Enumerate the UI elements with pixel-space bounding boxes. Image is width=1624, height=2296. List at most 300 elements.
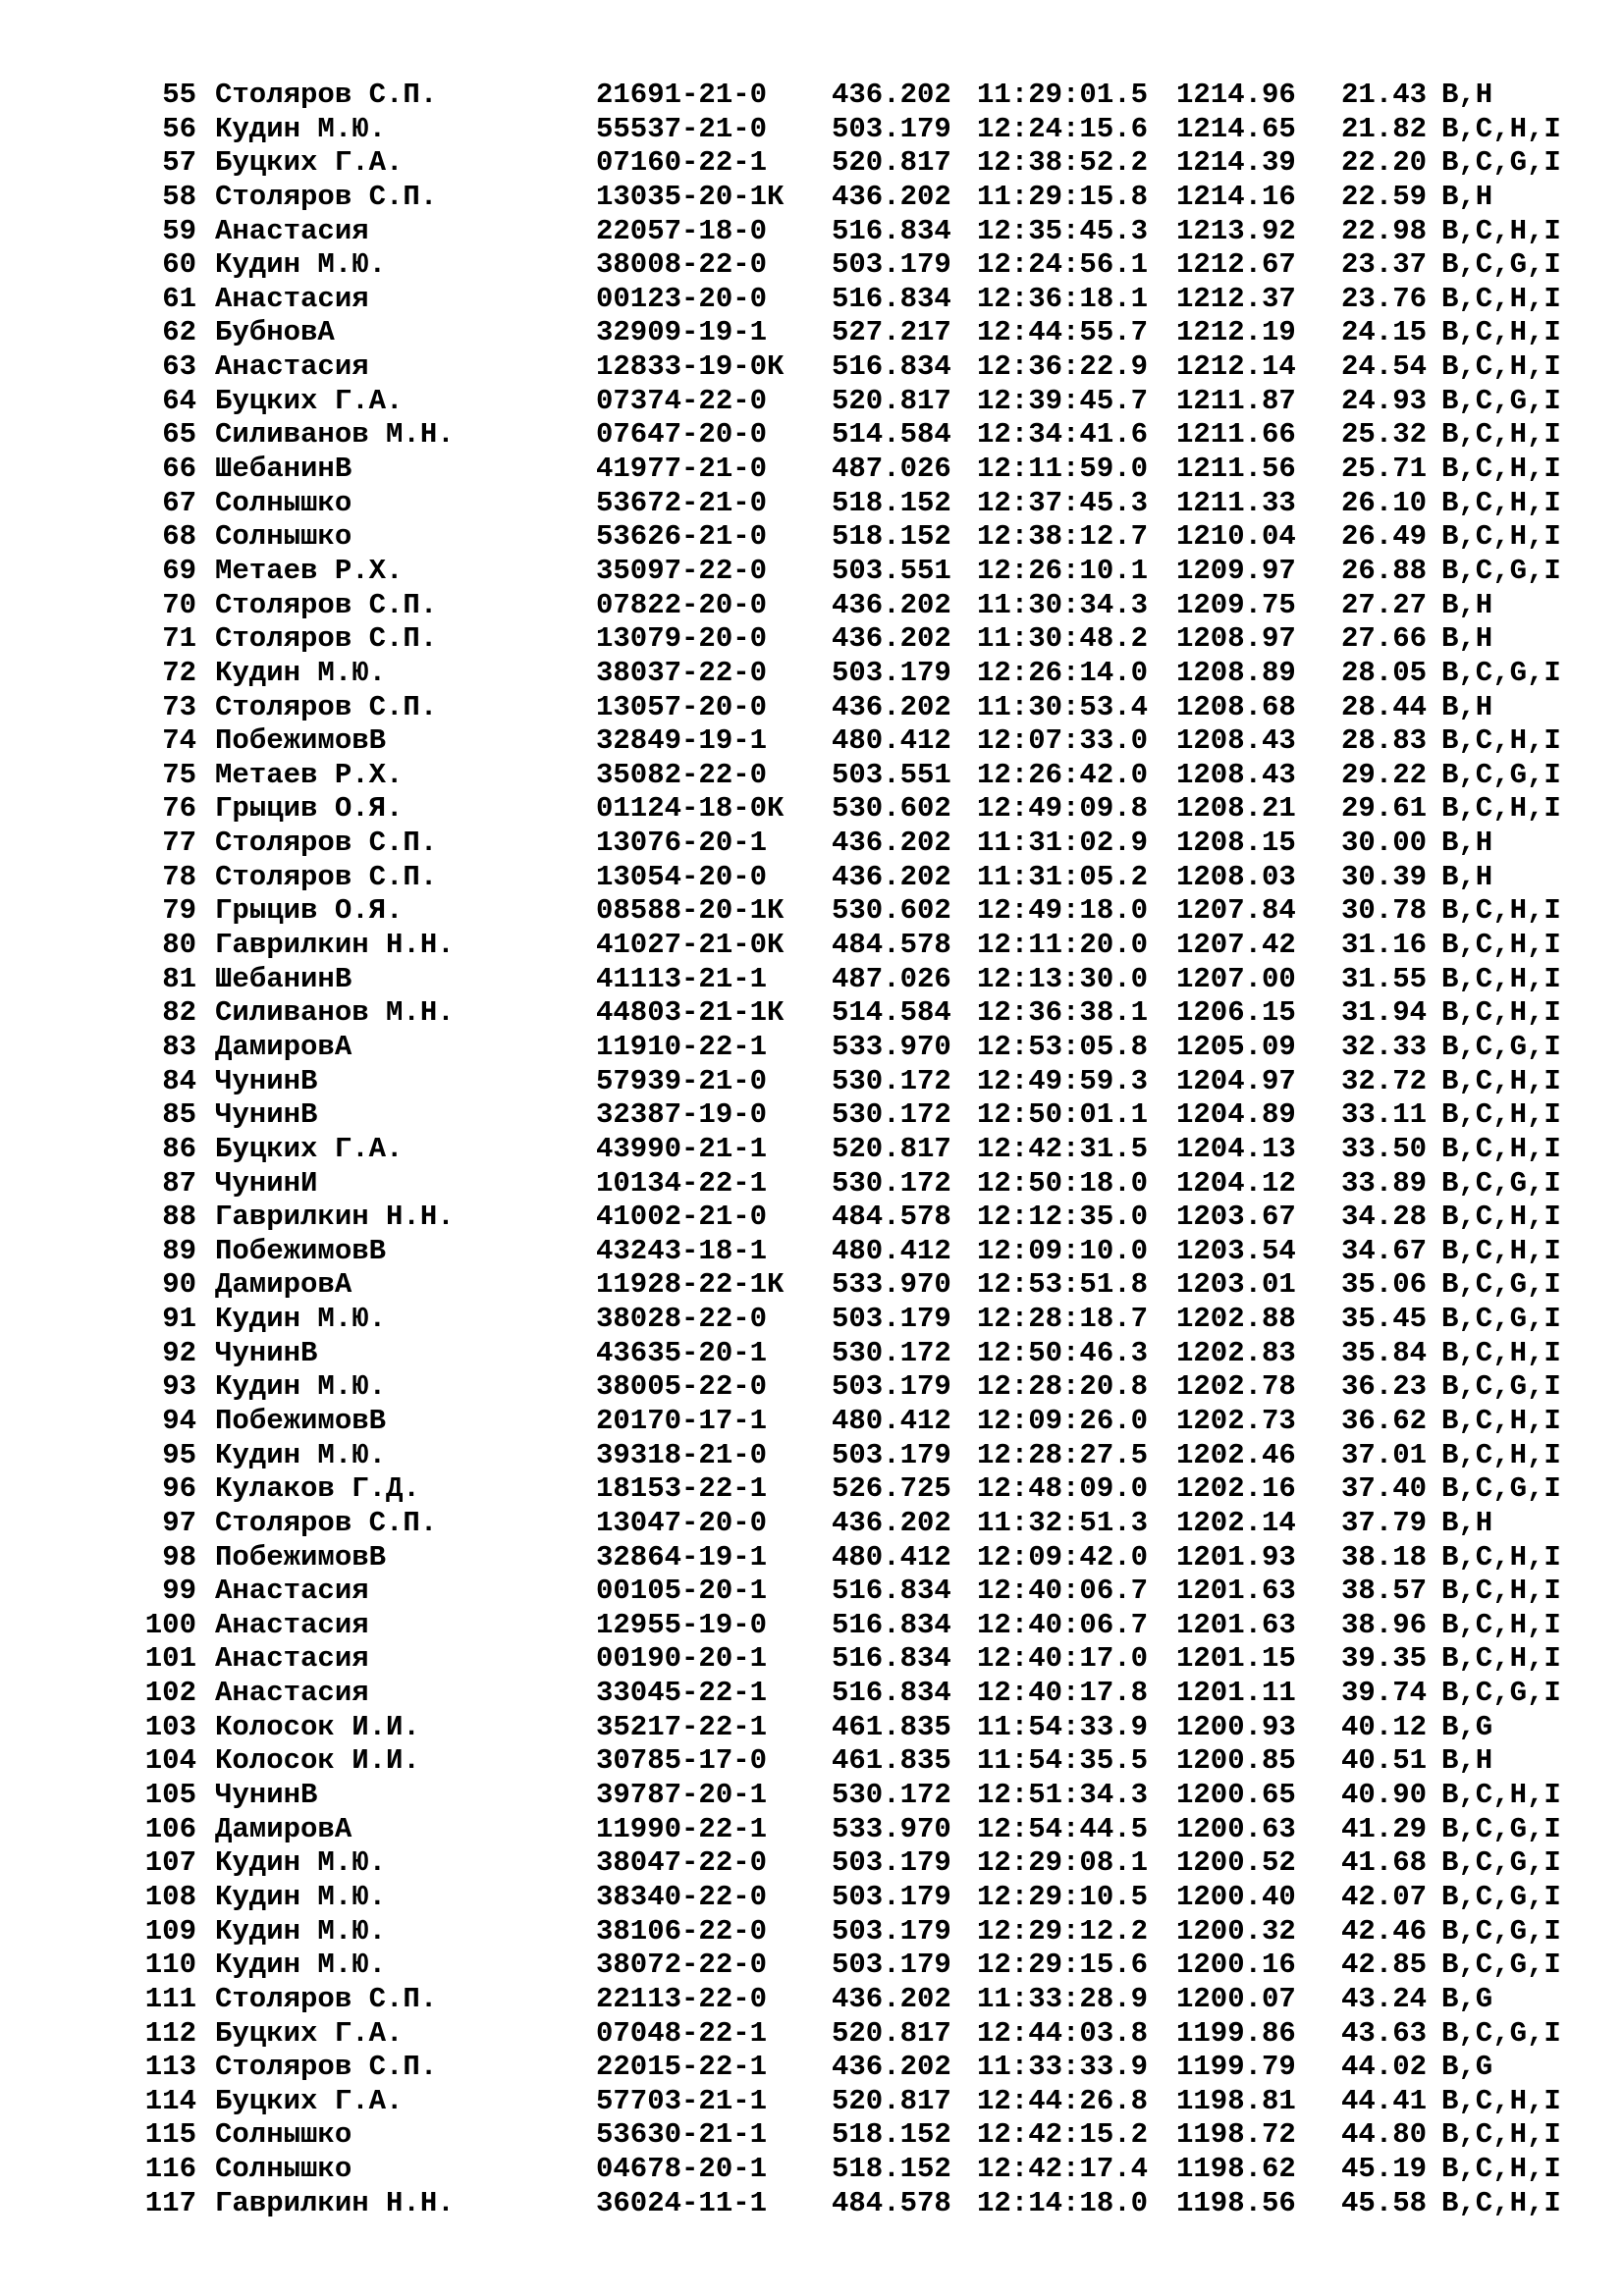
distance: 514.584 [832, 418, 951, 452]
distance: 503.551 [832, 758, 951, 791]
distance: 530.172 [832, 1098, 951, 1132]
table-row [0, 2017, 1624, 2052]
classes: B,C,G,I [1441, 656, 1561, 689]
distance: 533.970 [832, 1030, 951, 1063]
place-number: 80 [162, 929, 196, 962]
arrival-time: 12:49:59.3 [977, 1064, 1149, 1097]
arrival-time: 12:36:22.9 [977, 350, 1149, 384]
place-number: 79 [162, 894, 196, 928]
distance: 530.602 [832, 792, 951, 826]
distance: 503.179 [832, 248, 951, 282]
table-row [0, 792, 1624, 827]
place-number: 97 [162, 1506, 196, 1539]
arrival-time: 12:29:08.1 [977, 1846, 1149, 1880]
table-row [0, 657, 1624, 691]
arrival-time: 11:29:01.5 [977, 79, 1149, 111]
distance: 480.412 [832, 1540, 951, 1574]
classes: B,C,G,I [1441, 758, 1561, 791]
ring-number: 22113-22-0 [596, 1982, 768, 2015]
table-row [0, 1405, 1624, 1439]
place-number: 61 [162, 282, 196, 315]
place-number: 59 [162, 214, 196, 247]
classes: B,C,G,I [1441, 1268, 1561, 1302]
distance: 526.725 [832, 1472, 951, 1506]
fancier-name: Кудин М.Ю. [215, 1370, 387, 1404]
fancier-name: Анастасия [215, 214, 369, 247]
points: 25.71 [1341, 453, 1428, 486]
distance: 516.834 [832, 350, 951, 384]
table-row [0, 1779, 1624, 1813]
place-number: 115 [144, 2118, 196, 2152]
ring-number: 41027-21-0К [596, 929, 785, 962]
classes: B,H [1441, 180, 1493, 213]
place-number: 96 [162, 1472, 196, 1506]
ring-number: 44803-21-1К [596, 996, 785, 1030]
classes: B,C,H,I [1441, 1336, 1561, 1369]
place-number: 106 [144, 1812, 196, 1845]
arrival-time: 12:40:06.7 [977, 1575, 1149, 1608]
classes: B,C,H,I [1441, 929, 1561, 962]
arrival-time: 11:31:02.9 [977, 827, 1149, 860]
points: 33.50 [1341, 1132, 1428, 1165]
place-number: 109 [144, 1914, 196, 1948]
points: 41.29 [1341, 1812, 1428, 1845]
fancier-name: ДамировА [215, 1812, 352, 1845]
place-number: 71 [162, 622, 196, 656]
speed: 1211.66 [1176, 418, 1296, 452]
fancier-name: ПобежимовВ [215, 724, 387, 758]
classes: B,H [1441, 1744, 1493, 1778]
ring-number: 41977-21-0 [596, 453, 768, 486]
classes: B,C,H,I [1441, 1608, 1561, 1641]
arrival-time: 12:12:35.0 [977, 1201, 1149, 1234]
speed: 1208.68 [1176, 690, 1296, 723]
fancier-name: ЧунинВ [215, 1336, 318, 1369]
speed: 1211.33 [1176, 486, 1296, 519]
place-number: 69 [162, 554, 196, 587]
fancier-name: Солнышко [215, 520, 352, 554]
ring-number: 21691-21-0 [596, 79, 768, 111]
speed: 1207.84 [1176, 894, 1296, 928]
speed: 1212.37 [1176, 282, 1296, 315]
arrival-time: 11:30:48.2 [977, 622, 1149, 656]
distance: 503.179 [832, 1370, 951, 1404]
distance: 480.412 [832, 1404, 951, 1437]
fancier-name: Столяров С.П. [215, 1982, 438, 2015]
place-number: 83 [162, 1030, 196, 1063]
table-row [0, 1303, 1624, 1337]
distance: 503.179 [832, 1438, 951, 1471]
points: 36.23 [1341, 1370, 1428, 1404]
arrival-time: 12:54:44.5 [977, 1812, 1149, 1845]
speed: 1199.79 [1176, 2051, 1296, 2084]
points: 24.93 [1341, 384, 1428, 417]
arrival-time: 12:48:09.0 [977, 1472, 1149, 1506]
ring-number: 36024-11-1 [596, 2186, 768, 2219]
arrival-time: 12:36:18.1 [977, 282, 1149, 315]
table-row [0, 2153, 1624, 2187]
place-number: 89 [162, 1234, 196, 1267]
ring-number: 22015-22-1 [596, 2051, 768, 2084]
ring-number: 00190-20-1 [596, 1642, 768, 1676]
points: 30.39 [1341, 860, 1428, 893]
place-number: 117 [144, 2186, 196, 2219]
ring-number: 13057-20-0 [596, 690, 768, 723]
ring-number: 53672-21-0 [596, 486, 768, 519]
arrival-time: 12:44:55.7 [977, 316, 1149, 349]
points: 42.85 [1341, 1949, 1428, 1982]
fancier-name: Силиванов М.Н. [215, 996, 455, 1030]
classes: B,H [1441, 827, 1493, 860]
classes: B,C,G,I [1441, 1166, 1561, 1200]
place-number: 84 [162, 1064, 196, 1097]
speed: 1199.86 [1176, 2016, 1296, 2050]
distance: 527.217 [832, 316, 951, 349]
fancier-name: Кудин М.Ю. [215, 248, 387, 282]
arrival-time: 12:44:03.8 [977, 2016, 1149, 2050]
table-row [0, 215, 1624, 249]
classes: B,C,H,I [1441, 2118, 1561, 2152]
arrival-time: 12:39:45.7 [977, 384, 1149, 417]
table-row [0, 2118, 1624, 2153]
table-row [0, 1609, 1624, 1643]
ring-number: 00105-20-1 [596, 1575, 768, 1608]
fancier-name: Солнышко [215, 2118, 352, 2152]
place-number: 91 [162, 1303, 196, 1336]
fancier-name: Столяров С.П. [215, 622, 438, 656]
fancier-name: Столяров С.П. [215, 1506, 438, 1539]
distance: 436.202 [832, 860, 951, 893]
arrival-time: 12:35:45.3 [977, 214, 1149, 247]
classes: B,C,H,I [1441, 1642, 1561, 1676]
place-number: 81 [162, 962, 196, 995]
classes: B,C,H,I [1441, 1064, 1561, 1097]
speed: 1208.97 [1176, 622, 1296, 656]
table-row [0, 283, 1624, 317]
speed: 1211.56 [1176, 453, 1296, 486]
arrival-time: 11:30:34.3 [977, 588, 1149, 621]
arrival-time: 12:29:10.5 [977, 1880, 1149, 1913]
points: 40.51 [1341, 1744, 1428, 1778]
fancier-name: Анастасия [215, 1608, 369, 1641]
points: 22.59 [1341, 180, 1428, 213]
place-number: 94 [162, 1404, 196, 1437]
classes: B,C,G,I [1441, 1303, 1561, 1336]
speed: 1213.92 [1176, 214, 1296, 247]
table-row [0, 929, 1624, 963]
distance: 516.834 [832, 1575, 951, 1608]
place-number: 113 [144, 2051, 196, 2084]
distance: 436.202 [832, 180, 951, 213]
speed: 1208.89 [1176, 656, 1296, 689]
arrival-time: 12:28:27.5 [977, 1438, 1149, 1471]
speed: 1202.88 [1176, 1303, 1296, 1336]
points: 29.61 [1341, 792, 1428, 826]
distance: 461.835 [832, 1744, 951, 1778]
classes: B,C,H,I [1441, 1132, 1561, 1165]
speed: 1209.97 [1176, 554, 1296, 587]
fancier-name: ПобежимовВ [215, 1540, 387, 1574]
ring-number: 04678-20-1 [596, 2153, 768, 2186]
table-row [0, 79, 1624, 113]
speed: 1200.32 [1176, 1914, 1296, 1948]
classes: B,C,H,I [1441, 1404, 1561, 1437]
fancier-name: Столяров С.П. [215, 588, 438, 621]
fancier-name: Буцких Г.А. [215, 146, 404, 180]
speed: 1200.40 [1176, 1880, 1296, 1913]
classes: B,C,G,I [1441, 248, 1561, 282]
fancier-name: Колосок И.И. [215, 1710, 420, 1743]
fancier-name: ЧунинИ [215, 1166, 318, 1200]
ring-number: 53630-21-1 [596, 2118, 768, 2152]
fancier-name: ДамировА [215, 1268, 352, 1302]
points: 31.55 [1341, 962, 1428, 995]
speed: 1200.07 [1176, 1982, 1296, 2015]
table-row [0, 1983, 1624, 2017]
arrival-time: 11:32:51.3 [977, 1506, 1149, 1539]
table-row [0, 894, 1624, 929]
arrival-time: 12:42:17.4 [977, 2153, 1149, 2186]
classes: B,H [1441, 79, 1493, 111]
place-number: 103 [144, 1710, 196, 1743]
place-number: 93 [162, 1370, 196, 1404]
points: 22.98 [1341, 214, 1428, 247]
ring-number: 35097-22-0 [596, 554, 768, 587]
arrival-time: 12:29:12.2 [977, 1914, 1149, 1948]
ring-number: 07374-22-0 [596, 384, 768, 417]
distance: 520.817 [832, 146, 951, 180]
distance: 530.172 [832, 1064, 951, 1097]
fancier-name: ЧунинВ [215, 1098, 318, 1132]
table-row [0, 589, 1624, 623]
place-number: 65 [162, 418, 196, 452]
points: 35.06 [1341, 1268, 1428, 1302]
fancier-name: ДамировА [215, 1030, 352, 1063]
distance: 520.817 [832, 1132, 951, 1165]
classes: B,C,H,I [1441, 1201, 1561, 1234]
ring-number: 13054-20-0 [596, 860, 768, 893]
distance: 514.584 [832, 996, 951, 1030]
points: 25.32 [1341, 418, 1428, 452]
speed: 1207.00 [1176, 962, 1296, 995]
ring-number: 41113-21-1 [596, 962, 768, 995]
speed: 1204.13 [1176, 1132, 1296, 1165]
distance: 516.834 [832, 1677, 951, 1710]
points: 32.72 [1341, 1064, 1428, 1097]
place-number: 105 [144, 1779, 196, 1812]
fancier-name: Кудин М.Ю. [215, 1438, 387, 1471]
place-number: 112 [144, 2016, 196, 2050]
speed: 1201.15 [1176, 1642, 1296, 1676]
points: 44.80 [1341, 2118, 1428, 2152]
arrival-time: 12:11:20.0 [977, 929, 1149, 962]
points: 40.90 [1341, 1779, 1428, 1812]
fancier-name: Столяров С.П. [215, 860, 438, 893]
fancier-name: Метаев Р.Х. [215, 758, 404, 791]
fancier-name: Грыцив О.Я. [215, 792, 404, 826]
points: 28.44 [1341, 690, 1428, 723]
place-number: 108 [144, 1880, 196, 1913]
speed: 1206.15 [1176, 996, 1296, 1030]
distance: 487.026 [832, 453, 951, 486]
points: 23.37 [1341, 248, 1428, 282]
speed: 1205.09 [1176, 1030, 1296, 1063]
place-number: 82 [162, 996, 196, 1030]
points: 38.18 [1341, 1540, 1428, 1574]
speed: 1208.43 [1176, 724, 1296, 758]
classes: B,C,H,I [1441, 486, 1561, 519]
table-row [0, 1949, 1624, 1983]
speed: 1202.73 [1176, 1404, 1296, 1437]
distance: 530.172 [832, 1166, 951, 1200]
distance: 487.026 [832, 962, 951, 995]
arrival-time: 12:37:45.3 [977, 486, 1149, 519]
ring-number: 32864-19-1 [596, 1540, 768, 1574]
arrival-time: 12:07:33.0 [977, 724, 1149, 758]
classes: B,C,H,I [1441, 2153, 1561, 2186]
classes: B,C,H,I [1441, 112, 1561, 145]
arrival-time: 12:26:10.1 [977, 554, 1149, 587]
speed: 1198.62 [1176, 2153, 1296, 2186]
classes: B,C,H,I [1441, 1779, 1561, 1812]
speed: 1204.12 [1176, 1166, 1296, 1200]
ring-number: 32909-19-1 [596, 316, 768, 349]
speed: 1214.39 [1176, 146, 1296, 180]
place-number: 107 [144, 1846, 196, 1880]
points: 31.16 [1341, 929, 1428, 962]
fancier-name: БубновА [215, 316, 335, 349]
place-number: 73 [162, 690, 196, 723]
place-number: 100 [144, 1608, 196, 1641]
points: 23.76 [1341, 282, 1428, 315]
fancier-name: Солнышко [215, 486, 352, 519]
points: 24.54 [1341, 350, 1428, 384]
points: 37.79 [1341, 1506, 1428, 1539]
speed: 1204.89 [1176, 1098, 1296, 1132]
ring-number: 01124-18-0К [596, 792, 785, 826]
arrival-time: 12:40:17.0 [977, 1642, 1149, 1676]
table-row [0, 1235, 1624, 1269]
classes: B,C,H,I [1441, 1098, 1561, 1132]
fancier-name: Кудин М.Ю. [215, 1914, 387, 1948]
place-number: 75 [162, 758, 196, 791]
ring-number: 30785-17-0 [596, 1744, 768, 1778]
arrival-time: 12:50:01.1 [977, 1098, 1149, 1132]
table-row [0, 1031, 1624, 1065]
place-number: 67 [162, 486, 196, 519]
ring-number: 07048-22-1 [596, 2016, 768, 2050]
points: 34.28 [1341, 1201, 1428, 1234]
points: 35.45 [1341, 1303, 1428, 1336]
table-row [0, 2051, 1624, 2085]
classes: B,C,G,I [1441, 384, 1561, 417]
fancier-name: Столяров С.П. [215, 79, 438, 111]
ring-number: 20170-17-1 [596, 1404, 768, 1437]
points: 26.10 [1341, 486, 1428, 519]
distance: 480.412 [832, 1234, 951, 1267]
table-row [0, 1677, 1624, 1711]
arrival-time: 12:24:56.1 [977, 248, 1149, 282]
speed: 1214.16 [1176, 180, 1296, 213]
speed: 1203.54 [1176, 1234, 1296, 1267]
fancier-name: Кудин М.Ю. [215, 1880, 387, 1913]
distance: 520.817 [832, 2084, 951, 2117]
distance: 530.172 [832, 1336, 951, 1369]
points: 24.15 [1341, 316, 1428, 349]
ring-number: 07647-20-0 [596, 418, 768, 452]
fancier-name: ЧунинВ [215, 1779, 318, 1812]
distance: 533.970 [832, 1268, 951, 1302]
points: 27.27 [1341, 588, 1428, 621]
arrival-time: 12:49:18.0 [977, 894, 1149, 928]
ring-number: 07822-20-0 [596, 588, 768, 621]
table-row [0, 350, 1624, 385]
arrival-time: 11:54:33.9 [977, 1710, 1149, 1743]
speed: 1198.72 [1176, 2118, 1296, 2152]
points: 29.22 [1341, 758, 1428, 791]
classes: B,C,G,I [1441, 1370, 1561, 1404]
ring-number: 22057-18-0 [596, 214, 768, 247]
points: 42.07 [1341, 1880, 1428, 1913]
place-number: 62 [162, 316, 196, 349]
fancier-name: Столяров С.П. [215, 827, 438, 860]
place-number: 114 [144, 2084, 196, 2117]
points: 31.94 [1341, 996, 1428, 1030]
points: 26.88 [1341, 554, 1428, 587]
ring-number: 43635-20-1 [596, 1336, 768, 1369]
arrival-time: 12:51:34.3 [977, 1779, 1149, 1812]
place-number: 116 [144, 2153, 196, 2186]
classes: B,H [1441, 860, 1493, 893]
place-number: 87 [162, 1166, 196, 1200]
fancier-name: Гаврилкин Н.Н. [215, 1201, 455, 1234]
table-row [0, 724, 1624, 759]
classes: B,C,H,I [1441, 282, 1561, 315]
table-row [0, 1813, 1624, 1847]
table-row [0, 691, 1624, 725]
ring-number: 13035-20-1К [596, 180, 785, 213]
fancier-name: Кудин М.Ю. [215, 112, 387, 145]
place-number: 66 [162, 453, 196, 486]
fancier-name: Метаев Р.Х. [215, 554, 404, 587]
table-row [0, 1881, 1624, 1915]
place-number: 70 [162, 588, 196, 621]
speed: 1208.21 [1176, 792, 1296, 826]
ring-number: 38005-22-0 [596, 1370, 768, 1404]
table-row [0, 861, 1624, 895]
points: 44.41 [1341, 2084, 1428, 2117]
ring-number: 32849-19-1 [596, 724, 768, 758]
classes: B,C,G,I [1441, 554, 1561, 587]
classes: B,H [1441, 690, 1493, 723]
fancier-name: Анастасия [215, 350, 369, 384]
speed: 1203.67 [1176, 1201, 1296, 1234]
table-row [0, 996, 1624, 1031]
table-row [0, 1711, 1624, 1745]
table-row [0, 113, 1624, 147]
points: 45.19 [1341, 2153, 1428, 2186]
fancier-name: Анастасия [215, 282, 369, 315]
distance: 516.834 [832, 214, 951, 247]
classes: B,H [1441, 622, 1493, 656]
speed: 1211.87 [1176, 384, 1296, 417]
classes: B,C,H,I [1441, 724, 1561, 758]
arrival-time: 12:14:18.0 [977, 2186, 1149, 2219]
table-row [0, 759, 1624, 793]
speed: 1212.67 [1176, 248, 1296, 282]
arrival-time: 12:49:09.8 [977, 792, 1149, 826]
classes: B,G [1441, 2051, 1493, 2084]
